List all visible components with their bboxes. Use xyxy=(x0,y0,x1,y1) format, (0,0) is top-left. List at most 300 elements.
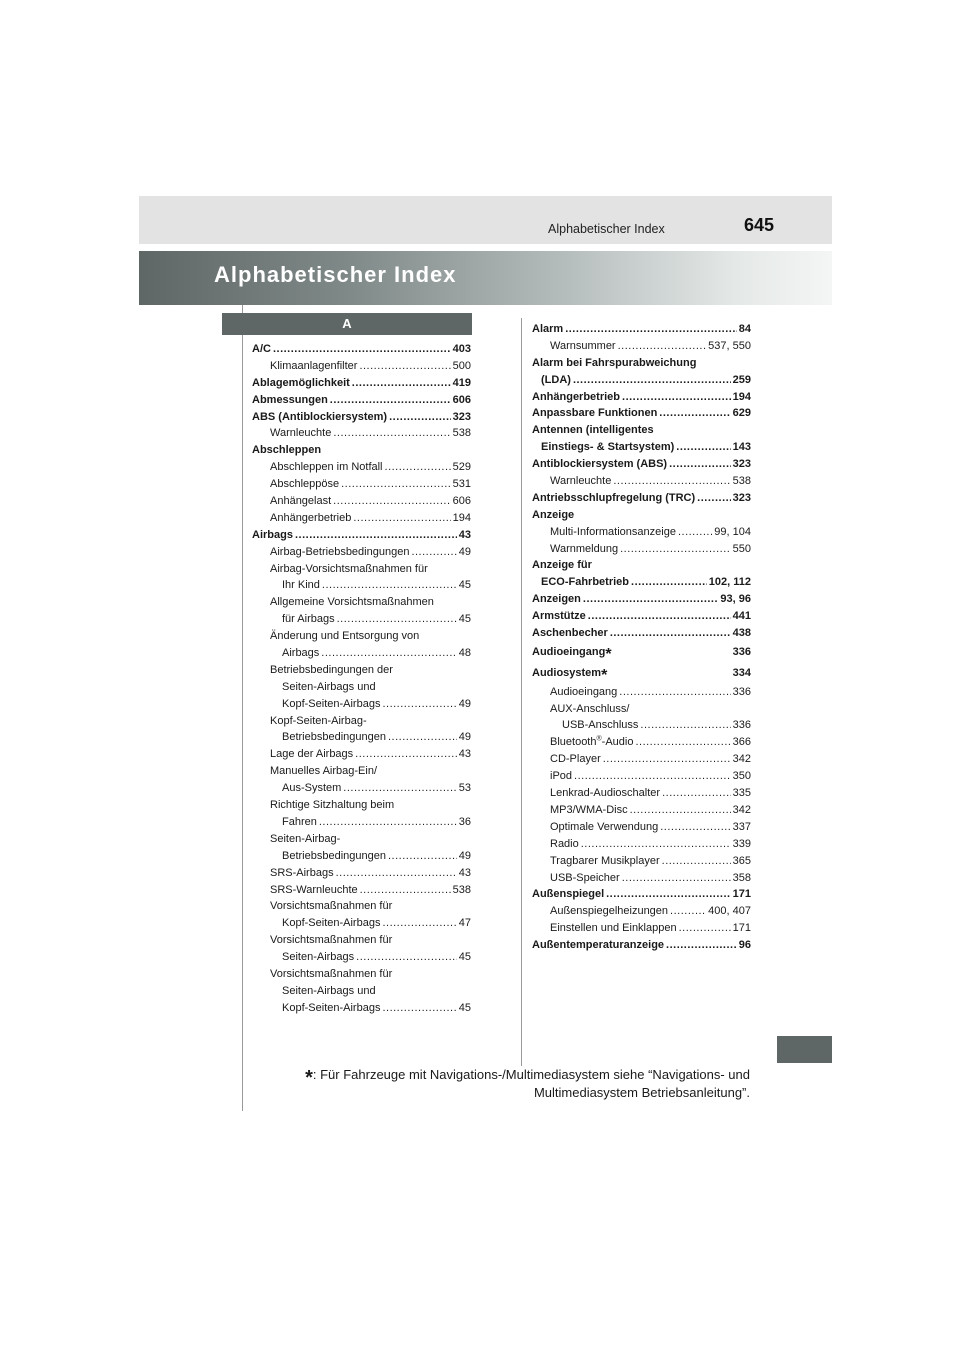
leader-dots xyxy=(662,853,731,864)
leader-dots xyxy=(635,734,730,745)
entry-page: 629 xyxy=(732,407,751,420)
entry-term xyxy=(270,510,351,527)
left-entry xyxy=(252,848,471,865)
entry-term-text: Einstiegs- & Startsystem) xyxy=(541,441,675,454)
leader-dots xyxy=(669,456,731,467)
entry-term-text: A/C xyxy=(252,343,271,355)
entry-term xyxy=(270,358,357,375)
leader-dots xyxy=(581,836,731,847)
leader-dots xyxy=(333,493,450,504)
entry-term-text: Airbags xyxy=(282,647,320,660)
entry-page: 537, 550 xyxy=(708,339,751,352)
right-entry xyxy=(532,608,751,625)
leader-dots xyxy=(360,882,451,893)
entry-term xyxy=(550,541,618,558)
entry-term-text: Multi-Informationsanzeige xyxy=(550,525,676,538)
entry-term xyxy=(282,949,354,966)
entry-term-text: Kopf-Seiten-Airbags xyxy=(282,697,381,710)
right-entry xyxy=(532,625,751,642)
entry-term xyxy=(252,409,387,426)
leader-dots xyxy=(356,949,457,960)
leader-dots xyxy=(382,915,456,926)
right-entry xyxy=(532,853,751,870)
entry-term xyxy=(270,630,419,642)
leader-dots xyxy=(679,920,731,931)
footnote-line-2: Multimediasystem Betriebsanleitung”. xyxy=(533,1085,750,1100)
entry-term-text: Klimaanlagenfilter xyxy=(270,359,358,372)
entry-term xyxy=(270,596,434,608)
entry-term xyxy=(270,765,377,777)
leader-dots xyxy=(389,409,451,420)
entry-term-text: Airbag-Betriebsbedingungen xyxy=(270,545,410,558)
left-entry xyxy=(252,577,471,594)
leader-dots xyxy=(388,848,457,859)
right-entry xyxy=(532,456,751,473)
entry-page: 441 xyxy=(732,610,751,623)
left-entry xyxy=(252,898,471,915)
entry-term xyxy=(270,664,393,676)
leader-dots xyxy=(588,608,731,619)
leader-dots xyxy=(660,819,730,830)
entry-page: 606 xyxy=(452,393,471,406)
leader-dots xyxy=(618,338,707,349)
entry-page: 336 xyxy=(732,719,751,732)
entry-term xyxy=(270,544,409,561)
entry-page: 43 xyxy=(458,866,471,879)
entry-term xyxy=(282,729,386,746)
entry-term xyxy=(550,684,617,701)
entry-term-text: Manuelles Airbag-Ein/ xyxy=(270,765,378,778)
entry-term xyxy=(282,780,341,797)
entry-term-text: Außenspiegelheizungen xyxy=(550,905,669,918)
entry-term xyxy=(282,577,320,594)
leader-dots xyxy=(678,524,712,535)
leader-dots xyxy=(565,321,737,332)
entry-term-text: Vorsichtsmaßnahmen für xyxy=(270,967,393,980)
entry-term-text: AUX-Anschluss/ xyxy=(550,702,630,715)
entry-term-text: Lenkrad-Audioschalter xyxy=(550,787,661,800)
leader-dots xyxy=(574,768,731,779)
entry-term xyxy=(550,734,633,751)
left-entry xyxy=(252,983,471,1000)
left-entry xyxy=(252,746,471,763)
leader-dots xyxy=(619,684,730,695)
entry-term xyxy=(270,459,383,476)
entry-term xyxy=(532,509,574,521)
footnote-line-1: : Für Fahrzeuge mit Navigations-/Multimediasystem siehe “Navigations- und xyxy=(312,1067,750,1082)
right-entry xyxy=(532,937,751,954)
entry-term-text: für Airbags xyxy=(282,613,335,626)
entry-term-text: Anhängerbetrieb xyxy=(270,511,352,524)
leader-dots xyxy=(352,375,451,386)
entry-term xyxy=(532,608,586,625)
index-column-left xyxy=(252,341,471,1017)
entry-term-text: Armstütze xyxy=(532,610,586,623)
entry-term-text: Radio xyxy=(550,837,579,850)
left-entry xyxy=(252,882,471,899)
right-entry xyxy=(532,389,751,406)
left-entry xyxy=(252,628,471,645)
entry-page: 45 xyxy=(458,579,471,592)
entry-term xyxy=(270,900,392,912)
entry-page: 550 xyxy=(732,542,751,555)
entry-term xyxy=(282,611,335,628)
left-entry xyxy=(252,544,471,561)
entry-term-text: Kopf-Seiten-Airbags xyxy=(282,917,381,930)
entry-page: 49 xyxy=(458,731,471,744)
footnote-star-mark: * xyxy=(605,645,612,663)
left-entry xyxy=(252,763,471,780)
entry-page: 334 xyxy=(732,666,751,679)
entry-term-text: MP3/WMA-Disc xyxy=(550,803,628,816)
entry-term-text: Antriebsschlupfregelung (TRC) xyxy=(532,491,696,504)
leader-dots xyxy=(622,870,731,881)
entry-term xyxy=(282,814,317,831)
entry-page: 43 xyxy=(458,748,471,761)
entry-term-text: (LDA) xyxy=(541,373,571,386)
entry-term-text: Alarm bei Fahrspurabweichung xyxy=(532,356,697,369)
entry-page: 194 xyxy=(452,511,471,524)
entry-term-text: Betriebsbedingungen xyxy=(282,731,386,744)
leader-dots xyxy=(666,937,737,948)
leader-dots xyxy=(670,903,706,914)
entry-page: 419 xyxy=(452,376,471,389)
entry-term xyxy=(270,493,331,510)
entry-page: 49 xyxy=(458,697,471,710)
entry-page: 350 xyxy=(732,770,751,783)
entry-page: 538 xyxy=(452,427,471,440)
entry-term xyxy=(532,490,695,507)
leader-dots xyxy=(322,577,457,588)
entry-term xyxy=(550,338,616,355)
right-entry xyxy=(532,439,751,456)
left-entry xyxy=(252,1000,471,1017)
entry-term xyxy=(541,372,571,389)
entry-term xyxy=(270,746,353,763)
leader-dots xyxy=(336,865,457,876)
entry-term-text: Änderung und Entsorgung von xyxy=(270,630,420,643)
entry-term-text: Seiten-Airbags xyxy=(282,951,355,964)
entry-term-text: Kopf-Seiten-Airbag- xyxy=(270,714,367,727)
left-entry xyxy=(252,561,471,578)
leader-dots xyxy=(676,439,730,450)
entry-term-text: Optimale Verwendung xyxy=(550,820,659,833)
entry-term xyxy=(532,456,667,473)
entry-term-suffix: -Audio xyxy=(601,736,634,749)
leader-dots xyxy=(411,544,456,555)
entry-term xyxy=(550,870,620,887)
entry-term-text: Anhängerbetrieb xyxy=(532,390,621,403)
entry-term xyxy=(550,903,668,920)
entry-term xyxy=(252,375,350,392)
leader-dots xyxy=(613,473,730,484)
entry-term xyxy=(252,444,321,456)
footnote-star: * xyxy=(305,1067,313,1089)
side-thumb-tab xyxy=(777,1036,832,1063)
page-title: Alphabetischer Index xyxy=(214,262,457,287)
entry-term xyxy=(270,882,358,899)
entry-term-text: Audiosystem xyxy=(532,666,602,679)
entry-term xyxy=(532,663,607,684)
entry-page: 45 xyxy=(458,951,471,964)
right-entry xyxy=(532,734,751,751)
right-entry xyxy=(532,768,751,785)
left-entry xyxy=(252,966,471,983)
entry-page: 49 xyxy=(458,849,471,862)
right-entry xyxy=(532,422,751,439)
leader-dots xyxy=(659,405,730,416)
entry-term-text: Anzeigen xyxy=(532,593,581,606)
entry-term xyxy=(532,625,608,642)
left-entry xyxy=(252,662,471,679)
left-entry xyxy=(252,611,471,628)
entry-term xyxy=(282,985,376,997)
entry-term-text: Anpassbare Funktionen xyxy=(532,407,658,420)
entry-term-text: Betriebsbedingungen der xyxy=(270,663,393,676)
entry-term-text: Warnleuchte xyxy=(550,475,612,488)
entry-term xyxy=(270,865,334,882)
entry-page: 323 xyxy=(732,458,751,471)
left-entry xyxy=(252,442,471,459)
left-entry xyxy=(252,493,471,510)
right-entry xyxy=(532,870,751,887)
entry-page: 365 xyxy=(732,854,751,867)
right-entry xyxy=(532,405,751,422)
entry-term xyxy=(550,768,572,785)
entry-term-text: USB-Anschluss xyxy=(562,719,639,732)
header-band xyxy=(139,196,832,244)
entry-term xyxy=(252,527,293,544)
left-entry xyxy=(252,814,471,831)
entry-page: 336 xyxy=(732,645,751,658)
entry-page: 323 xyxy=(452,410,471,423)
right-entry xyxy=(532,717,751,734)
right-entry xyxy=(532,785,751,802)
entry-term-text: Allgemeine Vorsichtsmaßnahmen xyxy=(270,596,434,609)
left-entry xyxy=(252,713,471,730)
entry-term xyxy=(270,715,367,727)
entry-page: 358 xyxy=(732,871,751,884)
entry-term-text: Audioeingang xyxy=(532,645,606,658)
entry-term-text: Einstellen und Einklappen xyxy=(550,922,677,935)
column-divider xyxy=(521,318,522,1066)
page-number: 645 xyxy=(744,215,775,235)
entry-term-text: Anhängelast xyxy=(270,495,332,508)
entry-page: 47 xyxy=(458,917,471,930)
entry-term xyxy=(252,392,328,409)
left-entry xyxy=(252,915,471,932)
right-entry xyxy=(532,372,751,389)
entry-term-text: Aus-System xyxy=(282,782,342,795)
entry-page: 259 xyxy=(732,373,751,386)
left-entry xyxy=(252,797,471,814)
leader-dots xyxy=(620,541,731,552)
right-entry xyxy=(532,591,751,608)
entry-page: 438 xyxy=(732,627,751,640)
entry-term xyxy=(282,645,319,662)
entry-page: 337 xyxy=(732,820,751,833)
entry-page: 194 xyxy=(732,390,751,403)
leader-dots xyxy=(353,510,450,521)
right-entry xyxy=(532,642,751,663)
leader-dots xyxy=(385,459,451,470)
entry-term-text: Warnmeldung xyxy=(550,542,619,555)
entry-page: 43 xyxy=(458,528,471,541)
entry-page: 53 xyxy=(458,782,471,795)
right-entry xyxy=(532,751,751,768)
entry-term xyxy=(282,681,376,693)
leader-dots xyxy=(295,527,457,538)
entry-term xyxy=(541,574,629,591)
left-entry xyxy=(252,696,471,713)
entry-term-text: SRS-Warnleuchte xyxy=(270,883,358,896)
entry-term-text: Fahren xyxy=(282,815,317,828)
left-entry xyxy=(252,645,471,662)
entry-term xyxy=(550,751,601,768)
leader-dots xyxy=(273,341,451,352)
entry-term-text: Ihr Kind xyxy=(282,579,320,592)
entry-term xyxy=(252,341,271,358)
leader-dots xyxy=(333,425,450,436)
left-entry xyxy=(252,780,471,797)
leader-dots xyxy=(355,746,457,757)
entry-term-text: ECO-Fahrbetrieb xyxy=(541,576,630,589)
entry-page: 531 xyxy=(452,478,471,491)
entry-term-text: USB-Speicher xyxy=(550,871,620,884)
entry-term xyxy=(532,424,654,436)
entry-term xyxy=(270,968,392,980)
entry-term xyxy=(550,836,579,853)
entry-term xyxy=(532,405,657,422)
entry-term xyxy=(550,785,660,802)
right-entry xyxy=(532,684,751,701)
entry-page: 84 xyxy=(738,323,751,335)
leader-dots xyxy=(662,785,731,796)
entry-term xyxy=(550,524,676,541)
right-entry xyxy=(532,557,751,574)
entry-page: 171 xyxy=(732,888,751,901)
left-entry xyxy=(252,865,471,882)
entry-term xyxy=(282,915,380,932)
leader-dots xyxy=(321,645,456,656)
entry-term-text: Alarm xyxy=(532,323,564,335)
right-entry xyxy=(532,701,751,718)
entry-term xyxy=(270,934,392,946)
header-section-title: Alphabetischer Index xyxy=(548,222,665,236)
left-entry xyxy=(252,459,471,476)
entry-term-text: Warnleuchte xyxy=(270,427,332,440)
leader-dots xyxy=(341,476,451,487)
entry-page: 49 xyxy=(458,545,471,558)
leader-dots xyxy=(583,591,719,602)
leader-dots xyxy=(382,696,456,707)
entry-term-text: Abmessungen xyxy=(252,393,328,406)
entry-term xyxy=(270,563,428,575)
entry-page: 143 xyxy=(732,441,751,454)
entry-page: 500 xyxy=(452,359,471,372)
entry-term-text: SRS-Airbags xyxy=(270,866,334,879)
entry-term xyxy=(282,848,386,865)
right-entry xyxy=(532,903,751,920)
left-entry xyxy=(252,831,471,848)
leader-dots xyxy=(630,802,731,813)
entry-term xyxy=(550,802,628,819)
right-entry xyxy=(532,524,751,541)
entry-term xyxy=(282,696,380,713)
entry-term xyxy=(532,559,592,571)
right-entry xyxy=(532,920,751,937)
left-entry xyxy=(252,594,471,611)
right-entry xyxy=(532,836,751,853)
entry-term-text: Audioeingang xyxy=(550,685,618,698)
entry-term-text: Bluetooth xyxy=(550,736,597,749)
entry-page: 342 xyxy=(732,753,751,766)
entry-term-text: Airbags xyxy=(252,528,293,541)
entry-term-text: Tragbarer Musikplayer xyxy=(550,854,660,867)
entry-term xyxy=(532,591,581,608)
entry-page: 45 xyxy=(458,1001,471,1014)
entry-page: 606 xyxy=(452,495,471,508)
entry-page: 336 xyxy=(732,685,751,698)
right-entry xyxy=(532,541,751,558)
entry-page: 323 xyxy=(732,491,751,504)
entry-term-text: Abschleppen xyxy=(252,444,322,457)
entry-page: 171 xyxy=(732,922,751,935)
leader-dots xyxy=(330,392,451,403)
entry-term-text: iPod xyxy=(550,770,573,783)
entry-term-text: Kopf-Seiten-Airbags xyxy=(282,1001,381,1014)
entry-page: 335 xyxy=(732,787,751,800)
entry-term-text: Außenspiegel xyxy=(532,888,605,901)
entry-term xyxy=(532,937,664,954)
entry-term-text: Anzeige für xyxy=(532,559,592,572)
leader-dots xyxy=(573,372,731,383)
entry-page: 366 xyxy=(732,736,751,749)
left-entry xyxy=(252,729,471,746)
leader-dots xyxy=(382,1000,456,1011)
entry-page: 99, 104 xyxy=(714,525,751,538)
right-entry xyxy=(532,663,751,684)
entry-term-text: Lage der Airbags xyxy=(270,748,354,761)
right-entry xyxy=(532,321,751,338)
left-entry xyxy=(252,510,471,527)
left-entry xyxy=(252,949,471,966)
right-entry xyxy=(532,802,751,819)
leader-dots xyxy=(640,717,730,728)
footnote xyxy=(240,1066,750,1102)
leader-dots xyxy=(697,490,730,501)
right-entry xyxy=(532,490,751,507)
entry-term-text: Abschleppöse xyxy=(270,478,340,491)
left-entry xyxy=(252,932,471,949)
leader-dots xyxy=(622,389,731,400)
leader-dots xyxy=(337,611,457,622)
footnote-star-mark: * xyxy=(601,666,608,684)
entry-term-text: Antiblockiersystem (ABS) xyxy=(532,458,668,471)
letter-heading: A xyxy=(222,313,472,335)
entry-term-text: Außentemperaturanzeige xyxy=(532,939,665,952)
entry-page: 36 xyxy=(458,815,471,828)
entry-term-text: Antennen (intelligentes xyxy=(532,424,654,437)
left-entry xyxy=(252,341,471,358)
entry-term-text: Aschenbecher xyxy=(532,627,608,640)
leader-dots xyxy=(606,886,731,897)
left-entry xyxy=(252,425,471,442)
entry-term xyxy=(270,833,340,845)
entry-term xyxy=(541,439,674,456)
entry-term xyxy=(550,853,660,870)
left-entry xyxy=(252,409,471,426)
